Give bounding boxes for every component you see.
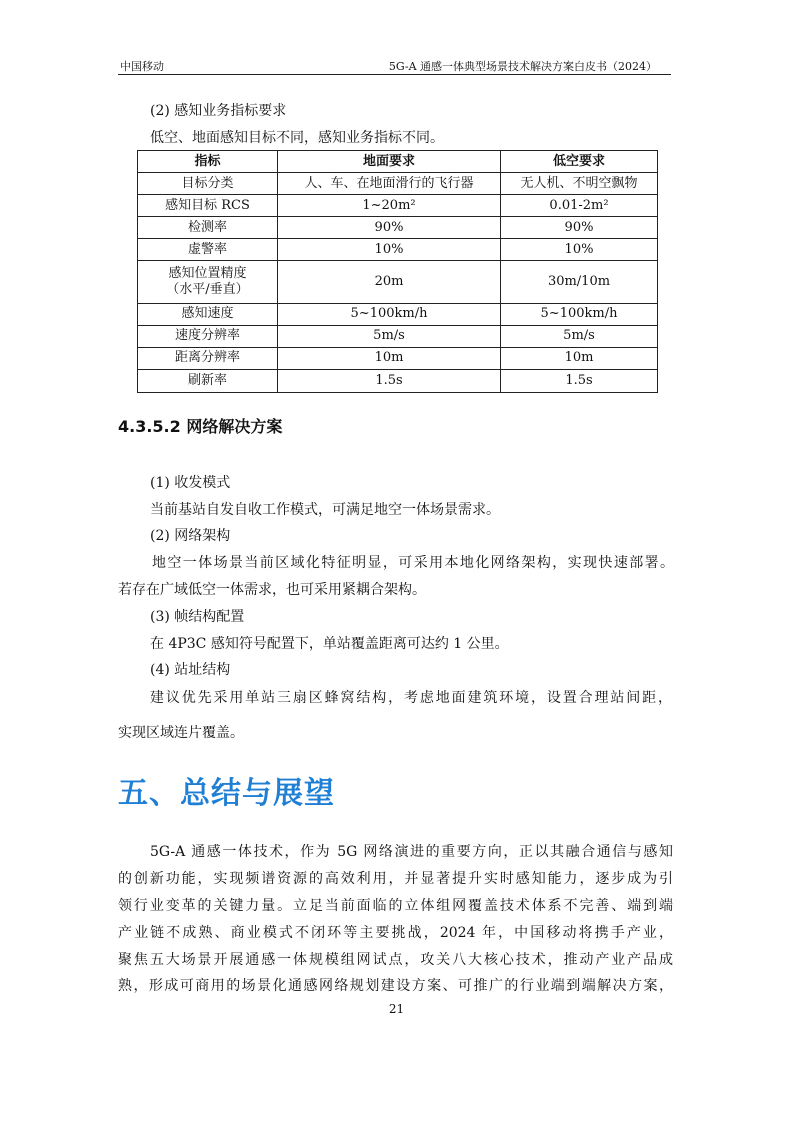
table-cell: 90% [278, 217, 501, 239]
metrics-subheading: (2) 感知业务指标要求 [150, 103, 287, 119]
table-cell: 30m/10m [501, 261, 658, 303]
header-rule [118, 74, 671, 75]
table-cell: 20m [278, 261, 501, 303]
item-title: (1) 收发模式 [150, 475, 231, 491]
summary-line: 的创新功能，实现频谱资源的高效利用，并显著提升实时感知能力，逐步成为引 [118, 871, 673, 887]
metrics-intro: 低空、地面感知目标不同，感知业务指标不同。 [150, 130, 444, 146]
table-cell: 5m/s [501, 325, 658, 347]
summary-line: 熟，形成可商用的场景化通感网络规划建设方案、可推广的行业端到端解决方案， [118, 978, 673, 994]
header-title: 5G-A 通感一体典型场景技术解决方案白皮书（2024） [388, 60, 657, 73]
table-row [138, 173, 658, 195]
table-cell: 人、车、在地面滑行的飞行器 [278, 173, 501, 195]
table-cell: 10% [278, 239, 501, 261]
table-cell: 1~20m² [278, 195, 501, 217]
item-text: 地空一体场景当前区域化特征明显，可采用本地化网络架构，实现快速部署。 [152, 555, 674, 571]
table-cell: 5m/s [278, 325, 501, 347]
item-text: 若存在广域低空一体需求，也可采用紧耦合架构。 [118, 582, 426, 598]
table-row [138, 347, 658, 369]
summary-line: 聚焦五大场景开展通感一体规模组网试点，攻关八大核心技术，推动产业产品成 [118, 952, 673, 968]
table-cell: 90% [501, 217, 658, 239]
page-number: 21 [388, 1002, 405, 1016]
table-cell: 目标分类 [138, 173, 278, 195]
table-row [138, 369, 658, 392]
page-header [118, 56, 671, 76]
table-cell: 无人机、不明空飘物 [501, 173, 658, 195]
table-row [138, 261, 658, 303]
item-text: 实现区域连片覆盖。 [118, 725, 244, 741]
table-cell: 1.5s [501, 369, 658, 392]
table-cell: 5~100km/h [278, 303, 501, 325]
table-cell: 5~100km/h [501, 303, 658, 325]
table-cell: 1.5s [278, 369, 501, 392]
item-title: (3) 帧结构配置 [150, 609, 245, 625]
table-cell: 感知位置精度 （水平/垂直） [138, 261, 278, 303]
table-cell: 0.01-2m² [501, 195, 658, 217]
table-header-cell: 地面要求 [278, 151, 501, 173]
table-cell: 速度分辨率 [138, 325, 278, 347]
table-cell: 距离分辨率 [138, 347, 278, 369]
header-org: 中国移动 [120, 60, 164, 73]
chapter-heading: 五、总结与展望 [118, 776, 335, 811]
table-row [138, 217, 658, 239]
table-row [138, 195, 658, 217]
network-heading: 4.3.5.2 网络解决方案 [118, 417, 283, 436]
table-cell: 虚警率 [138, 239, 278, 261]
summary-line: 产业链不成熟、商业模式不闭环等主要挑战，2024 年，中国移动将携手产业， [118, 925, 673, 941]
summary-line: 领行业变革的关键力量。立足当前面临的立体组网覆盖技术体系不完善、端到端 [118, 898, 673, 914]
item-title: (2) 网络架构 [150, 528, 231, 544]
table-header-row [138, 151, 658, 173]
metrics-table [137, 150, 658, 393]
table-header-cell: 指标 [138, 151, 278, 173]
table-row [138, 325, 658, 347]
table-cell: 感知目标 RCS [138, 195, 278, 217]
table-cell: 检测率 [138, 217, 278, 239]
item-title: (4) 站址结构 [150, 662, 231, 678]
table-cell: 10m [501, 347, 658, 369]
item-text: 当前基站自发自收工作模式，可满足地空一体场景需求。 [150, 502, 500, 518]
table-row [138, 239, 658, 261]
item-text: 在 4P3C 感知符号配置下，单站覆盖距离可达约 1 公里。 [150, 636, 509, 652]
table-cell: 刷新率 [138, 369, 278, 392]
table-header-cell: 低空要求 [501, 151, 658, 173]
table-cell: 感知速度 [138, 303, 278, 325]
table-cell: 10m [278, 347, 501, 369]
item-text: 建议优先采用单站三扇区蜂窝结构，考虑地面建筑环境，设置合理站间距， [150, 690, 672, 706]
table-row [138, 303, 658, 325]
table-cell: 10% [501, 239, 658, 261]
summary-line: 5G-A 通感一体技术，作为 5G 网络演进的重要方向，正以其融合通信与感知 [150, 844, 673, 860]
